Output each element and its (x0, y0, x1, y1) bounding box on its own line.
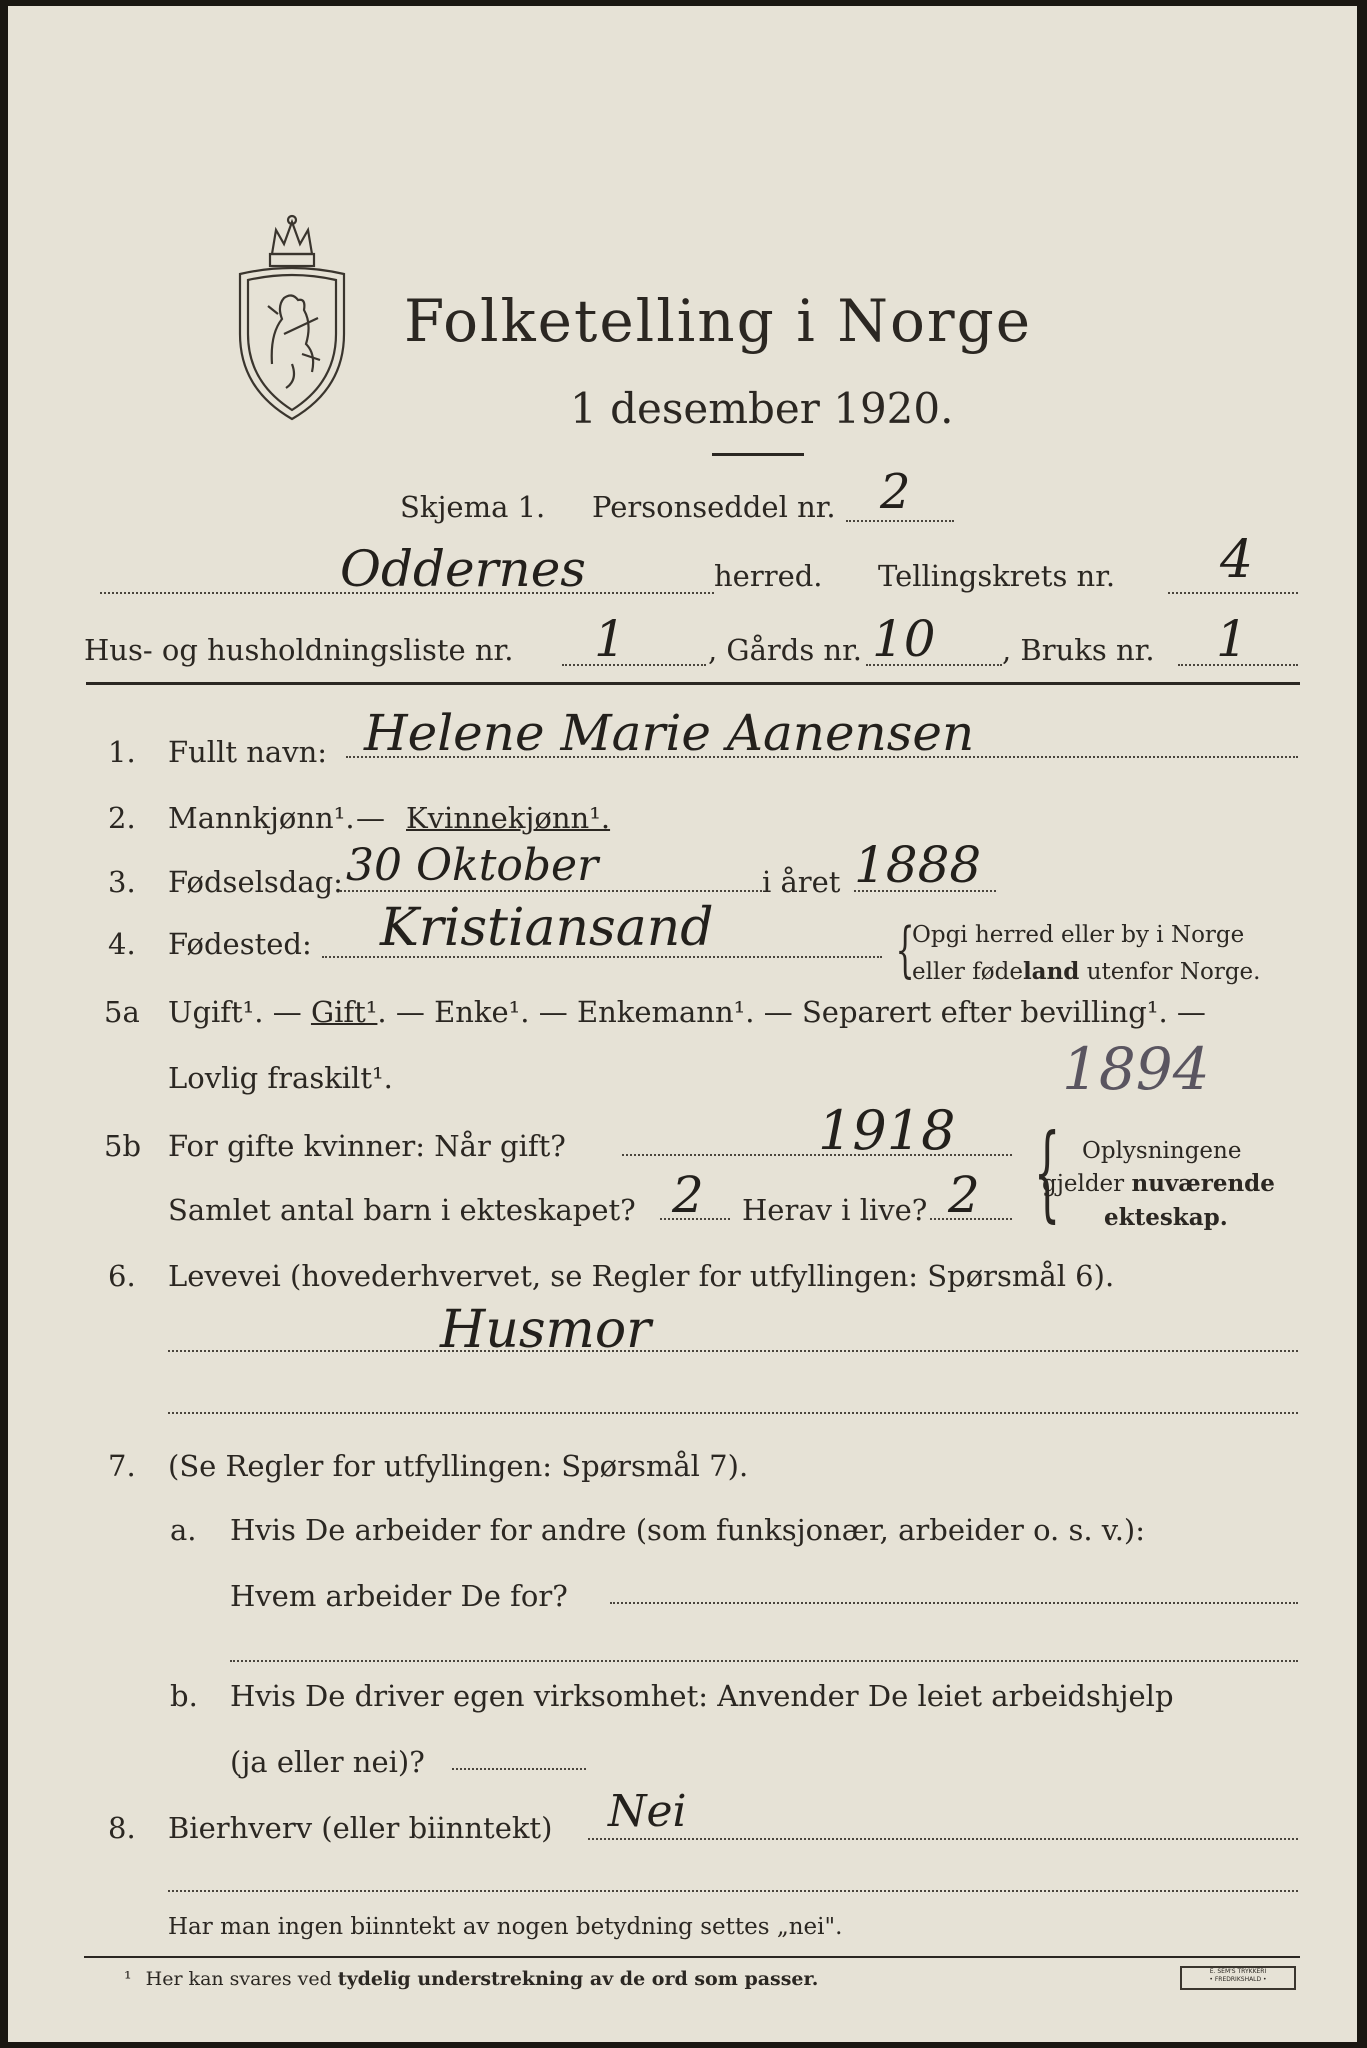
q5b-note-line3: ekteskap. (1104, 1204, 1228, 1231)
q2-number: 2. (108, 801, 136, 835)
q7b-answer-line (452, 1768, 586, 1770)
printer-stamp-line2: • FREDRIKSHALD • (1209, 1976, 1267, 1983)
q7a-answer-line2 (230, 1660, 1298, 1662)
personseddel-value: 2 (880, 464, 911, 520)
q4-note-line2b: land (1022, 958, 1080, 985)
title-divider (712, 453, 804, 456)
q3-label: Fødselsdag: (168, 865, 343, 899)
q1-number: 1. (108, 735, 136, 769)
q5b-note-line2 (1042, 1172, 1275, 1196)
q7b-letter: b. (170, 1679, 198, 1713)
q2-separator: — (356, 801, 385, 835)
q4-note-line2a: eller føde (912, 959, 1023, 985)
q3-number: 3. (108, 865, 136, 899)
q4-number: 4. (108, 927, 136, 961)
q6-number: 6. (108, 1259, 136, 1293)
q3-year-label: i året (762, 865, 841, 899)
q5b-label: For gifte kvinner: Når gift? (168, 1129, 566, 1163)
q7-label: (Se Regler for utfyllingen: Spørsmål 7). (168, 1449, 749, 1483)
printer-stamp-line1: E. SEM'S TRYKKERI (1209, 1968, 1267, 1975)
q7a-letter: a. (170, 1513, 197, 1547)
q5a-margin-value: 1894 (1062, 1035, 1210, 1103)
footnote-b: tydelig understrekning av de ord som passer. (337, 1968, 819, 1990)
q2-male: Mannkjønn¹. (168, 801, 355, 835)
bruks-value: 1 (1216, 610, 1248, 668)
gards-value: 10 (872, 610, 936, 668)
footnote (124, 1970, 818, 1989)
personseddel-line (846, 520, 954, 522)
tellingskrets-label: Tellingskrets nr. (878, 559, 1116, 593)
tellingskrets-line (1168, 592, 1298, 594)
q6-line2 (168, 1412, 1298, 1414)
husliste-line (562, 664, 706, 666)
footnote-a: Her kan svares ved (145, 1968, 338, 1990)
q7b-line2: (ja eller nei)? (230, 1745, 425, 1779)
q7a-line2: Hvem arbeider De for? (230, 1579, 568, 1613)
q3-year-value: 1888 (854, 836, 982, 894)
q8-label: Bierhverv (eller biinntekt) (168, 1811, 553, 1845)
q5b-note-line2b: nuværende (1131, 1170, 1275, 1197)
schema-label: Skjema 1. (400, 490, 546, 524)
q5b-alive-label: Herav i live? (742, 1193, 928, 1227)
q5a-rest: . — Enke¹. — Enkemann¹. — Separert efter bevilling¹. — (377, 995, 1206, 1029)
q5b-children-label: Samlet antal barn i ekteskapet? (168, 1193, 636, 1227)
q8-line2 (168, 1890, 1298, 1892)
q5a-gift-selected: Gift¹ (310, 995, 378, 1029)
footer-rule (84, 1956, 1300, 1958)
q4-label: Fødested: (168, 927, 312, 961)
printer-stamp (1180, 1966, 1296, 1990)
q2-female-selected: Kvinnekjønn¹. (406, 801, 611, 835)
personseddel-label: Personseddel nr. (592, 490, 836, 524)
q6-label: Levevei (hovederhvervet, se Regler for utfyllingen: Spørsmål 6). (168, 1259, 1115, 1293)
q5b-married-value: 1918 (818, 1099, 956, 1162)
herred-value: Oddernes (340, 540, 586, 598)
q7b-label: Hvis De driver egen virksomhet: Anvender De leiet arbeidshjelp (230, 1679, 1174, 1713)
q5b-number: 5b (104, 1129, 142, 1163)
q4-brace: { (895, 915, 915, 985)
header-rule (86, 682, 1300, 685)
q3-day-value: 30 Oktober (346, 840, 599, 891)
q1-label: Fullt navn: (168, 735, 328, 769)
footnote-mark: ¹ (124, 1968, 132, 1990)
q1-value-full-name: Helene Marie Aanensen (364, 704, 975, 762)
q5a-number: 5a (104, 995, 140, 1029)
q5b-brace: { (1033, 1111, 1061, 1233)
q7a-answer-line (610, 1602, 1298, 1604)
footer-note: Har man ingen biinntekt av nogen betydning settes „nei". (168, 1914, 843, 1940)
q5b-note-line1: Oplysningene (1082, 1138, 1242, 1164)
q4-note-line2 (912, 960, 1260, 984)
husliste-label: Hus- og husholdningsliste nr. (84, 633, 514, 667)
q7-number: 7. (108, 1449, 136, 1483)
herred-label: herred. (714, 559, 823, 593)
q6-value-occupation: Husmor (440, 1300, 651, 1360)
husliste-value: 1 (594, 610, 626, 668)
q8-value-side-income: Nei (608, 1786, 687, 1837)
bruks-label: , Bruks nr. (1002, 633, 1155, 667)
census-date: 1 desember 1920. (570, 384, 954, 433)
q4-value-birthplace: Kristiansand (380, 898, 714, 958)
q6-line1 (168, 1350, 1298, 1352)
coat-of-arms-icon (232, 214, 352, 424)
q8-number: 8. (108, 1811, 136, 1845)
census-form-sheet (8, 6, 1357, 2042)
tellingskrets-value: 4 (1220, 530, 1254, 590)
q5b-alive-value: 2 (948, 1166, 980, 1224)
q7a-label: Hvis De arbeider for andre (som funksjonær, arbeider o. s. v.): (230, 1513, 1146, 1547)
q5a-ugift: Ugift¹. — (168, 995, 302, 1029)
form-title: Folketelling i Norge (404, 287, 1033, 355)
q4-note-line2c: utenfor Norge. (1079, 959, 1261, 985)
q5b-note-line2a: gjelder (1042, 1171, 1132, 1197)
gards-label: , Gårds nr. (708, 633, 862, 667)
q5a-options (168, 995, 1206, 1029)
q5a-line2: Lovlig fraskilt¹. (168, 1061, 393, 1095)
q4-note-line1: Opgi herred eller by i Norge (912, 922, 1245, 948)
q8-line (588, 1838, 1298, 1840)
q5b-children-value: 2 (672, 1166, 704, 1224)
